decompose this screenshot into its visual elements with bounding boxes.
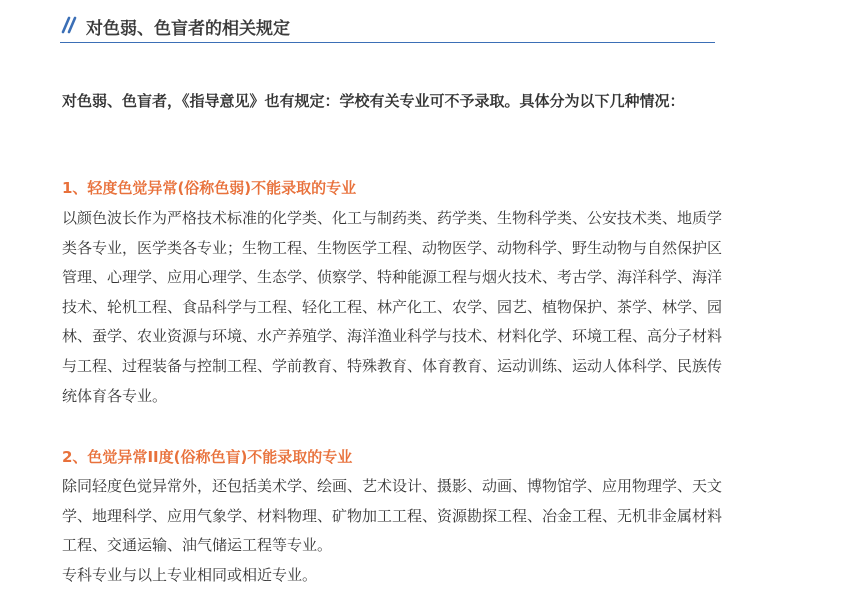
page-title: 对色弱、色盲者的相关规定 xyxy=(86,19,290,39)
section-2-note: 专科专业与以上专业相同或相近专业。 xyxy=(62,566,318,584)
section-2-title: 2、色觉异常II度(俗称色盲)不能录取的专业 xyxy=(62,448,353,466)
section-header xyxy=(60,10,715,43)
intro-paragraph: 对色弱、色盲者，《指导意见》也有规定：学校有关专业可不予录取。具体分为以下几种情况： xyxy=(62,92,685,110)
section-1-body: 以颜色波长作为严格技术标准的化学类、化工与制药类、药学类、生物科学类、公安技术类、地质学类各专业，医学类各专业；生物工程、生物医学工程、动物医学、动物科学、野生动物与自然保护区管理、心理学、应用心理学、生态学、侦察学、特种能源工程与烟火技术、考古学、海洋科学、海洋技术、轮机工程、食品科学与工程、轻化工程、林产化工、农学、园艺、植物保护、茶学、林学、园林、蚕学、农业资源与环境、水产养殖学、海洋渔业科学与技术、材料化学、环境工程、高分子材料与工程、过程装备与控制工程、学前教育、特殊教育、体育教育、运动训练、运动人体科学、民族传统体育各专业。 xyxy=(62,209,723,405)
section-2-body: 除同轻度色觉异常外，还包括美术学、绘画、艺术设计、摄影、动画、博物馆学、应用物理学、天文学、地理科学、应用气象学、材料物理、矿物加工工程、资源勘探工程、冶金工程、无机非金属材料工程、交通运输、油气储运工程等专业。 xyxy=(62,477,723,555)
double-slash-icon xyxy=(60,15,80,35)
section-1-title: 1、轻度色觉异常(俗称色弱)不能录取的专业 xyxy=(62,179,357,197)
